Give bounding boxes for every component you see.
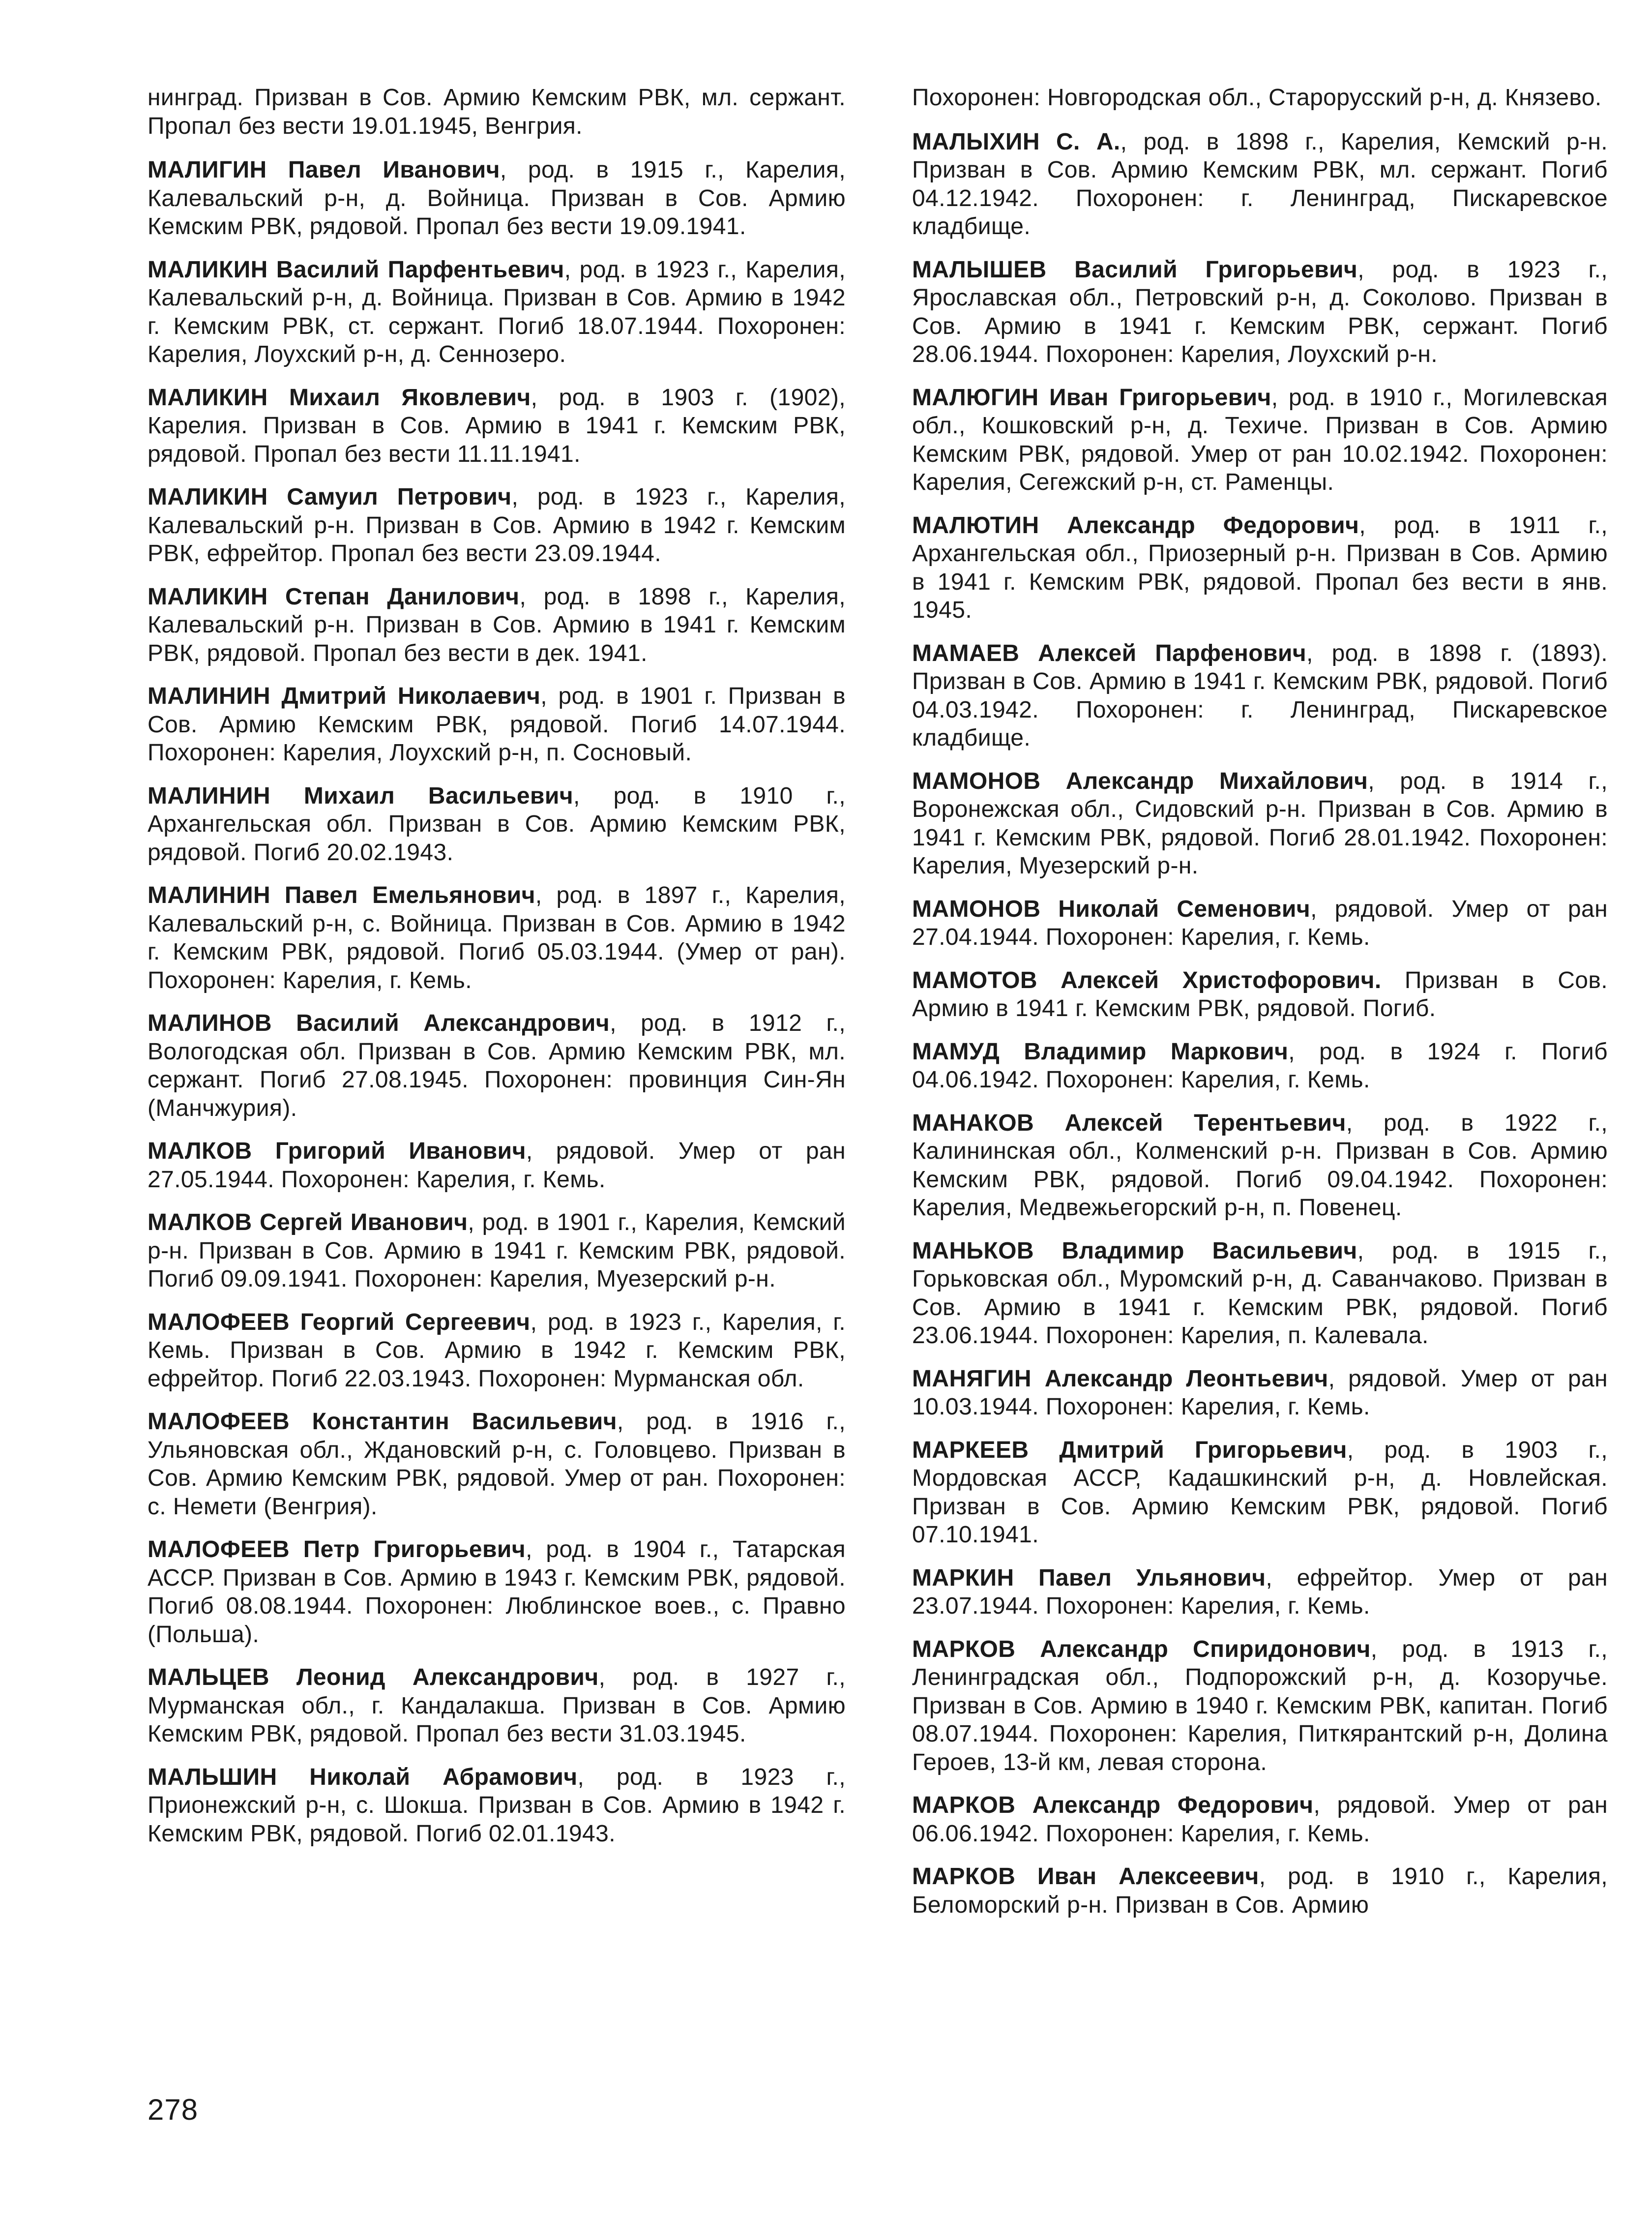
- memorial-entry: [912, 1863, 1608, 1919]
- memorial-entry: [148, 483, 846, 568]
- memorial-entry: [148, 156, 846, 241]
- entry-text: , род. в 1901 г., Карелия, Кемский р-н. Призван в Сов. Армию в 1941 г. Кемским РВК, рядовой. Погиб 09.09.1941. Похоронен: Карелия, Муезерский р-н.: [148, 1209, 846, 1292]
- entry-name: МАМОНОВ Николай Семенович: [912, 896, 1311, 922]
- entry-name: МАЛОФЕЕВ Георгий Сергеевич: [148, 1309, 531, 1335]
- entry-name: МАРКОВ Александр Спиридонович: [912, 1636, 1371, 1662]
- entry-name: МАЛЫШЕВ Василий Григорьевич: [912, 256, 1358, 283]
- entry-name: МАЛОФЕЕВ Константин Васильевич: [148, 1409, 617, 1435]
- entry-name: МАРКОВ Иван Алексеевич: [912, 1863, 1259, 1890]
- entry-text: , род. в 1903 г., Мордовская АССР, Кадашкинский р-н, д. Новлейская. Призван в Сов. Армию Кемским РВК, рядовой. Погиб 07.10.1941.: [912, 1437, 1608, 1548]
- entry-name: МАЛЮТИН Александр Федорович: [912, 512, 1359, 539]
- entry-text: Призван в Сов. Армию в 1941 г. Кемским РВК, рядовой. Погиб.: [912, 967, 1608, 1021]
- entry-text: , род. в 1923 г., Карелия, г. Кемь. Призван в Сов. Армию в 1942 г. Кемским РВК, ефрейтор. Погиб 22.03.1943. Похоронен: Мурманская обл.: [148, 1309, 846, 1392]
- entry-name: МАЛОФЕЕВ Петр Григорьевич: [148, 1536, 526, 1562]
- entry-text: , род. в 1898 г., Карелия, Кемский р-н. Призван в Сов. Армию Кемским РВК, мл. сержант. Погиб 04.12.1942. Похоронен: г. Ленинград, Пискаревское кладбище.: [912, 128, 1608, 240]
- entry-name: МАЛКОВ Григорий Иванович: [148, 1138, 526, 1164]
- memorial-entry: [912, 767, 1608, 880]
- entry-text: , род. в 1898 г. (1893). Призван в Сов. Армию в 1941 г. Кемским РВК, рядовой. Погиб 04.03.1942. Похоронен: г. Ленинград, Пискаревское кладбище.: [912, 640, 1608, 751]
- memorial-entry: [912, 1635, 1608, 1777]
- entry-text: , род. в 1904 г., Татарская АССР. Призван в Сов. Армию в 1943 г. Кемским РВК, рядовой. Погиб 08.08.1944. Похоронен: Люблинское воев., с. Правно (Польша).: [148, 1536, 846, 1648]
- memorial-entry: [148, 384, 846, 469]
- entry-name: МАМУД Владимир Маркович: [912, 1038, 1289, 1065]
- entry-name: МАНЯГИН Александр Леонтьевич: [912, 1365, 1328, 1392]
- entry-name: МАЛИКИН Степан Данилович: [148, 583, 520, 610]
- entry-name: МАЛИКИН Михаил Яковлевич: [148, 384, 531, 411]
- entry-text: , род. в 1916 г., Ульяновская обл., Ждановский р-н, с. Головцево. Призван в Сов. Армию Кемским РВК, рядовой. Умер от ран. Похоронен: с. Немети (Венгрия).: [148, 1409, 846, 1520]
- entry-name: МАМАЕВ Алексей Парфенович: [912, 640, 1307, 666]
- entry-text: , рядовой. Умер от ран 27.05.1944. Похоронен: Карелия, г. Кемь.: [148, 1138, 846, 1193]
- entry-name: МАМОТОВ Алексей Христофорович.: [912, 967, 1382, 993]
- entry-text: , рядовой. Умер от ран 06.06.1942. Похоронен: Карелия, г. Кемь.: [912, 1792, 1608, 1847]
- entry-text: , род. в 1927 г., Мурманская обл., г. Кандалакша. Призван в Сов. Армию Кемским РВК, рядовой. Пропал без вести 31.03.1945.: [148, 1664, 846, 1747]
- entry-name: МАЛИНИН Михаил Васильевич: [148, 782, 574, 809]
- entry-text: , рядовой. Умер от ран 10.03.1944. Похоронен: Карелия, г. Кемь.: [912, 1365, 1608, 1420]
- memorial-entry: [148, 782, 846, 867]
- entry-name: МАНЬКОВ Владимир Васильевич: [912, 1237, 1357, 1264]
- entry-name: МАЛИНОВ Василий Александрович: [148, 1010, 610, 1036]
- memorial-entry: [148, 84, 846, 140]
- entry-name: МАЛИНИН Дмитрий Николаевич: [148, 683, 541, 709]
- entry-name: МАЛИГИН Павел Иванович: [148, 157, 500, 183]
- entry-text: , ефрейтор. Умер от ран 23.07.1944. Похоронен: Карелия, г. Кемь.: [912, 1564, 1608, 1619]
- entry-text: , род. в 1914 г., Воронежская обл., Сидовский р-н. Призван в Сов. Армию в 1941 г. Кемским РВК, рядовой. Погиб 28.01.1942. Похоронен: Карелия, Муезерский р-н.: [912, 768, 1608, 879]
- entry-name: МАЛИКИН Василий Парфентьевич: [148, 256, 564, 283]
- memorial-entry: [148, 1208, 846, 1293]
- entry-text: Похоронен: Новгородская обл., Старорусский р-н, д. Князево.: [912, 85, 1602, 111]
- right-column: [912, 84, 1608, 1934]
- entry-text: , род. в 1901 г. Призван в Сов. Армию Кемским РВК, рядовой. Погиб 14.07.1944. Похоронен: Карелия, Лоухский р-н, п. Сосновый.: [148, 683, 846, 766]
- entry-text: , род. в 1924 г. Погиб 04.06.1942. Похоронен: Карелия, г. Кемь.: [912, 1038, 1608, 1093]
- entry-name: МАРКЕЕВ Дмитрий Григорьевич: [912, 1437, 1347, 1463]
- left-column: [148, 84, 846, 1863]
- entry-name: МАЛЬЦЕВ Леонид Александрович: [148, 1664, 599, 1690]
- entry-text: , род. в 1922 г., Калининская обл., Колменский р-н. Призван в Сов. Армию Кемским РВК, рядовой. Погиб 09.04.1942. Похоронен: Карелия, Медвежьегорский р-н, п. Повенец.: [912, 1110, 1608, 1221]
- entry-text: , род. в 1923 г., Ярославская обл., Петровский р-н, д. Соколово. Призван в Сов. Армию в 1941 г. Кемским РВК, сержант. Погиб 28.06.1944. Похоронен: Карелия, Лоухский р-н.: [912, 256, 1608, 367]
- memorial-entry: [148, 583, 846, 668]
- memorial-entry: [912, 128, 1608, 241]
- entry-text: , род. в 1897 г., Карелия, Калевальский р-н, с. Войница. Призван в Сов. Армию в 1942 г. Кемским РВК, рядовой. Погиб 05.03.1944. (Умер от ран). Похоронен: Карелия, г. Кемь.: [148, 882, 846, 993]
- entry-name: МАЛИКИН Самуил Петрович: [148, 484, 512, 510]
- memorial-entry: [912, 1436, 1608, 1549]
- memorial-entry: [912, 1237, 1608, 1350]
- page-number: 278: [148, 2093, 199, 2126]
- memorial-entry: [912, 1564, 1608, 1621]
- memorial-entry: [912, 966, 1608, 1023]
- memorial-entry: [148, 682, 846, 767]
- memorial-entry: [148, 1763, 846, 1848]
- entry-text: , род. в 1912 г., Вологодская обл. Призван в Сов. Армию Кемским РВК, мл. сержант. Погиб 27.08.1945. Похоронен: провинция Син-Ян (Манчжурия).: [148, 1010, 846, 1121]
- entry-text: , род. в 1923 г., Карелия, Калевальский р-н, д. Войница. Призван в Сов. Армию в 1942 г. Кемским РВК, ст. сержант. Погиб 18.07.1944. Похоронен: Карелия, Лоухский р-н, д. Сеннозеро.: [148, 256, 846, 367]
- memorial-entry: [912, 639, 1608, 752]
- entry-name: МАМОНОВ Александр Михайлович: [912, 768, 1368, 794]
- entry-name: МАНАКОВ Алексей Терентьевич: [912, 1110, 1346, 1136]
- entry-text: , род. в 1898 г., Карелия, Калевальский р-н. Призван в Сов. Армию в 1941 г. Кемским РВК, рядовой. Пропал без вести в дек. 1941.: [148, 583, 846, 666]
- memorial-entry: [148, 881, 846, 994]
- entry-text: , род. в 1911 г., Архангельская обл., Приозерный р-н. Призван в Сов. Армию в 1941 г. Кемским РВК, рядовой. Пропал без вести в янв. 1945.: [912, 512, 1608, 623]
- entry-text: , род. в 1903 г. (1902), Карелия. Призван в Сов. Армию в 1941 г. Кемским РВК, рядовой. Пропал без вести 11.11.1941.: [148, 384, 846, 467]
- memorial-entry: [148, 1137, 846, 1194]
- memorial-entry: [148, 1308, 846, 1393]
- entry-text: , род. в 1913 г., Ленинградская обл., Подпорожский р-н, д. Козоручье. Призван в Сов. Армию в 1940 г. Кемским РВК, капитан. Погиб 08.07.1944. Похоронен: Карелия, Питкярантский р-н, Долина Героев, 13-й км, левая сторона.: [912, 1636, 1608, 1775]
- entry-name: МАЛЫХИН С. А.: [912, 128, 1121, 155]
- entry-text: , род. в 1910 г., Могилевская обл., Кошковский р-н, д. Техиче. Призван в Сов. Армию Кемским РВК, рядовой. Умер от ран 10.02.1942. Похоронен: Карелия, Сегежский р-н, ст. Раменцы.: [912, 384, 1608, 495]
- entry-text: нинград. Призван в Сов. Армию Кемским РВК, мл. сержант. Пропал без вести 19.01.1945, Венгрия.: [148, 85, 846, 139]
- memorial-entry: [148, 256, 846, 369]
- entry-text: , род. в 1915 г., Горьковская обл., Муромский р-н, д. Саванчаково. Призван в Сов. Армию в 1941 г. Кемским РВК, рядовой. Погиб 23.06.1944. Похоронен: Карелия, п. Калевала.: [912, 1237, 1608, 1349]
- entry-text: , род. в 1915 г., Карелия, Калевальский р-н, д. Войница. Призван в Сов. Армию Кемским РВК, рядовой. Пропал без вести 19.09.1941.: [148, 157, 846, 240]
- memorial-entry: [148, 1009, 846, 1122]
- entry-text: , рядовой. Умер от ран 27.04.1944. Похоронен: Карелия, г. Кемь.: [912, 896, 1608, 950]
- memorial-entry: [148, 1663, 846, 1748]
- memorial-entry: [912, 1791, 1608, 1848]
- memorial-entry: [912, 84, 1608, 112]
- memorial-entry: [912, 384, 1608, 497]
- entry-text: , род. в 1923 г., Карелия, Калевальский р-н. Призван в Сов. Армию в 1942 г. Кемским РВК, ефрейтор. Пропал без вести 23.09.1944.: [148, 484, 846, 567]
- entry-text: , род. в 1910 г., Карелия, Беломорский р-н. Призван в Сов. Армию: [912, 1863, 1608, 1918]
- memorial-entry: [912, 511, 1608, 625]
- memorial-entry: [912, 895, 1608, 952]
- entry-name: МАЛКОВ Сергей Иванович: [148, 1209, 468, 1235]
- memorial-entry: [912, 1038, 1608, 1094]
- memorial-entry: [912, 256, 1608, 369]
- entry-name: МАЛЮГИН Иван Григорьевич: [912, 384, 1271, 411]
- memorial-entry: [912, 1365, 1608, 1421]
- entry-text: , род. в 1910 г., Архангельская обл. Призван в Сов. Армию Кемским РВК, рядовой. Погиб 20.02.1943.: [148, 782, 846, 866]
- entry-name: МАЛИНИН Павел Емельянович: [148, 882, 535, 908]
- entry-name: МАРКИН Павел Ульянович: [912, 1564, 1266, 1591]
- entry-name: МАРКОВ Александр Федорович: [912, 1792, 1314, 1818]
- entry-name: МАЛЬШИН Николай Абрамович: [148, 1764, 578, 1790]
- entry-text: , род. в 1923 г., Прионежский р-н, с. Шокша. Призван в Сов. Армию в 1942 г. Кемским РВК, рядовой. Погиб 02.01.1943.: [148, 1764, 846, 1847]
- memorial-entry: [148, 1535, 846, 1649]
- memorial-entry: [912, 1109, 1608, 1222]
- memorial-entry: [148, 1408, 846, 1521]
